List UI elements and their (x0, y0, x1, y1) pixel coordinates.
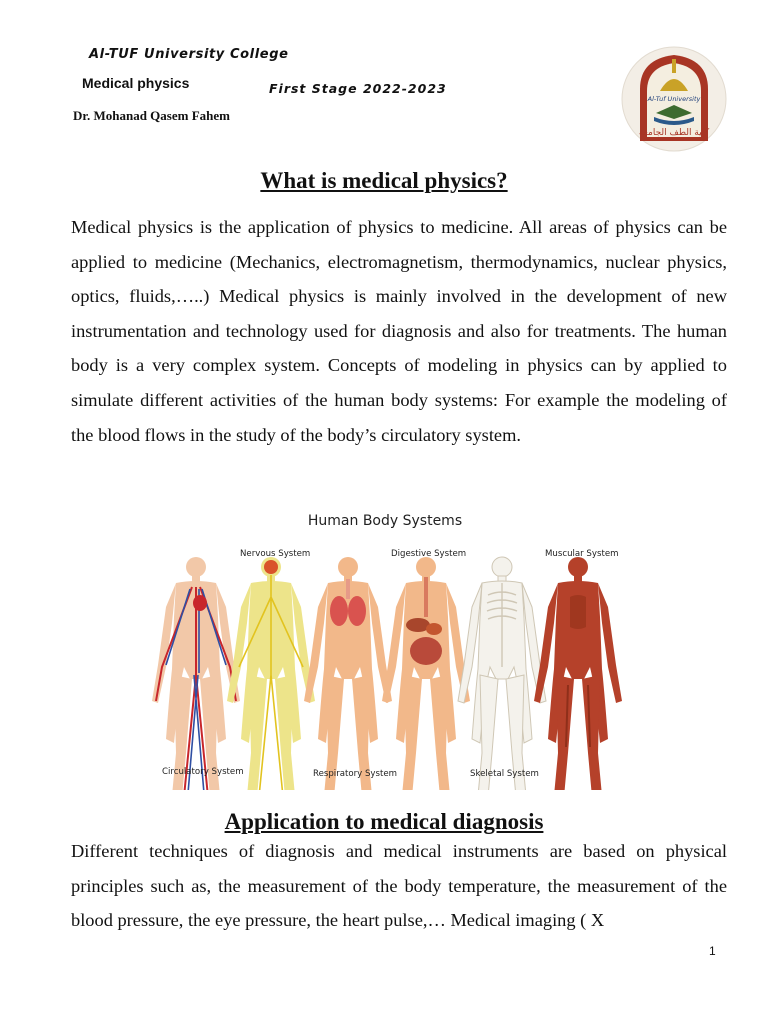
section-title-medical-physics: What is medical physics? (260, 168, 508, 193)
label-skeletal: Skeletal System (470, 769, 539, 779)
label-nervous: Nervous System (240, 549, 311, 559)
svg-text:كلية الطف الجامعة: كلية الطف الجامعة (638, 128, 710, 138)
skeletal-figure (458, 557, 546, 790)
digestive-figure (382, 557, 470, 790)
college-logo (620, 45, 728, 153)
respiratory-figure (304, 557, 392, 790)
muscular-figure (534, 557, 622, 790)
stage-label: First Stage 2022-2023 (269, 81, 447, 96)
figure-title: Human Body Systems (307, 513, 463, 529)
label-muscular: Muscular System (545, 549, 619, 559)
label-digestive: Digestive System (391, 549, 467, 559)
page-number: 1 (709, 944, 716, 958)
svg-text:Al-Tuf University: Al-Tuf University (647, 95, 701, 103)
intro-paragraph: Medical physics is the application of physics to medicine. All areas of physics can be applied to medicine (Mechanics, electromagnetism, thermodynamics, nuclear physics, optics, fluids,…..) Medical physics is mainly involved in the development of new instrumentation and technology used for diagnosis and also for treatments. The human body is a very complex system. Concepts of modeling in physics can by applied to simulate different activities of the human body systems: For example the modeling of the blood flows in the study of the body’s circulatory system. (71, 217, 727, 445)
nervous-figure (227, 557, 315, 790)
human-body-systems-figure (146, 507, 624, 790)
label-circulatory: Circulatory System (162, 767, 244, 777)
section-title-diagnosis: Application to medical diagnosis (224, 809, 544, 834)
diagnosis-paragraph: Different techniques of diagnosis and medical instruments are based on physical principles such as, the measurement of the body temperature, the measurement of the blood pressure, the eye pressure, the heart pulse,… Medical imaging ( X (71, 841, 727, 931)
author-name: Dr. Mohanad Qasem Fahem (73, 108, 230, 123)
label-respiratory: Respiratory System (313, 769, 398, 779)
college-name: Al-TUF University College (89, 47, 289, 62)
circulatory-figure (152, 557, 240, 790)
course-name: Medical physics (82, 75, 190, 91)
